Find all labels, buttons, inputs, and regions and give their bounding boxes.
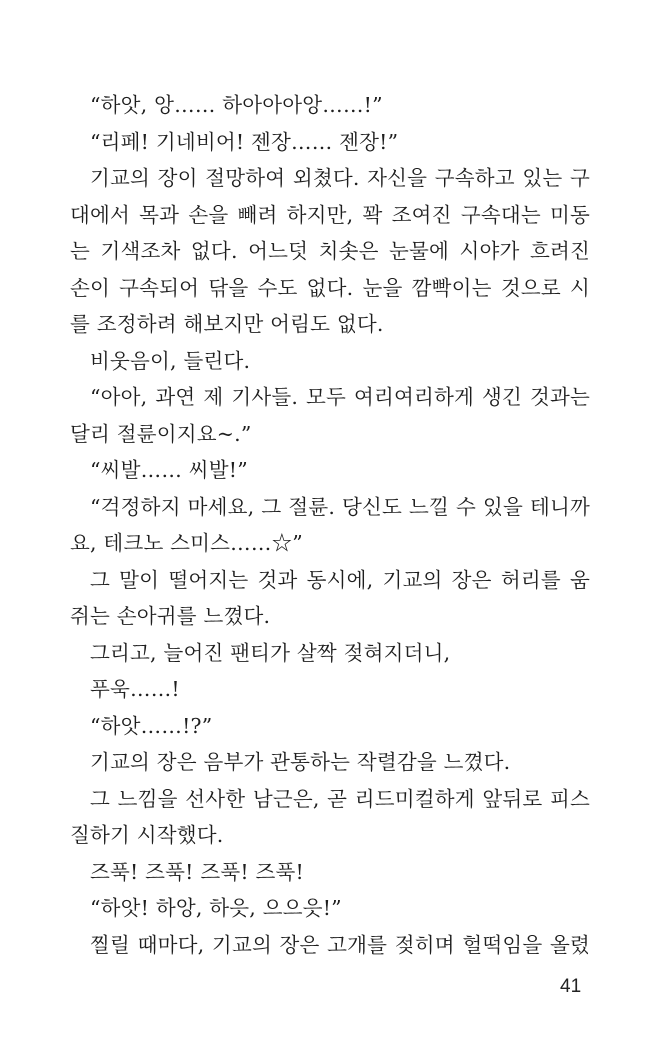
text-line: 달리 절륜이지요~.” [70,421,252,446]
text-line: 쥐는 손아귀를 느꼈다. [70,604,271,628]
text-line: “걱정하지 마세요, 그 절륜. 당신도 느낄 수 있을 테니까 [90,494,590,519]
text-line: 그리고, 늘어진 팬티가 살짝 젖혀지더니, [90,640,451,665]
text-line: 그 느낌을 선사한 남근은, 곧 리드미컬하게 앞뒤로 피스 [90,786,590,811]
text-line: 푸욱……! [90,677,180,701]
text-line: “하앗, 앙…… 하아아아앙……!” [90,93,383,117]
text-line: 요, 테크노 스미스……☆” [70,531,303,555]
text-line: 즈푹! 즈푹! 즈푹! 즈푹! [90,859,304,884]
text-line: 대에서 목과 손을 빼려 하지만, 꽉 조여진 구속대는 미동 [70,202,590,227]
text-line: “리페! 기네비어! 젠장…… 젠장!” [90,129,399,154]
text-line: 를 조정하려 해보지만 어림도 없다. [70,312,384,336]
text-line: 비웃음이, 들린다. [90,348,251,373]
text-line: 그 말이 떨어지는 것과 동시에, 기교의 장은 허리를 움 [90,567,590,592]
text-line: 손이 구속되어 닦을 수도 없다. 눈을 깜빡이는 것으로 시 [70,275,590,300]
text-line: 찔릴 때마다, 기교의 장은 고개를 젖히며 헐떡임을 올렸 [90,932,590,957]
text-line: “아아, 과연 제 기사들. 모두 여리여리하게 생긴 것과는 [90,385,590,409]
text-line: 는 기색조차 없다. 어느덧 치솟은 눈물에 시야가 흐려진 [70,239,590,263]
text-line: “씨발…… 씨발!” [90,458,248,482]
text-line: “하앗……!?” [90,713,213,738]
text-line: 질하기 시작했다. [70,823,224,847]
text-line: 기교의 장은 음부가 관통하는 작렬감을 느꼈다. [90,750,511,774]
text-line: “하앗! 하앙, 하읏, 으으읏!” [90,896,342,920]
text-line: 기교의 장이 절망하여 외쳤다. 자신을 구속하고 있는 구 [90,166,590,190]
page-number: 41 [560,976,582,997]
body-text [70,87,590,963]
